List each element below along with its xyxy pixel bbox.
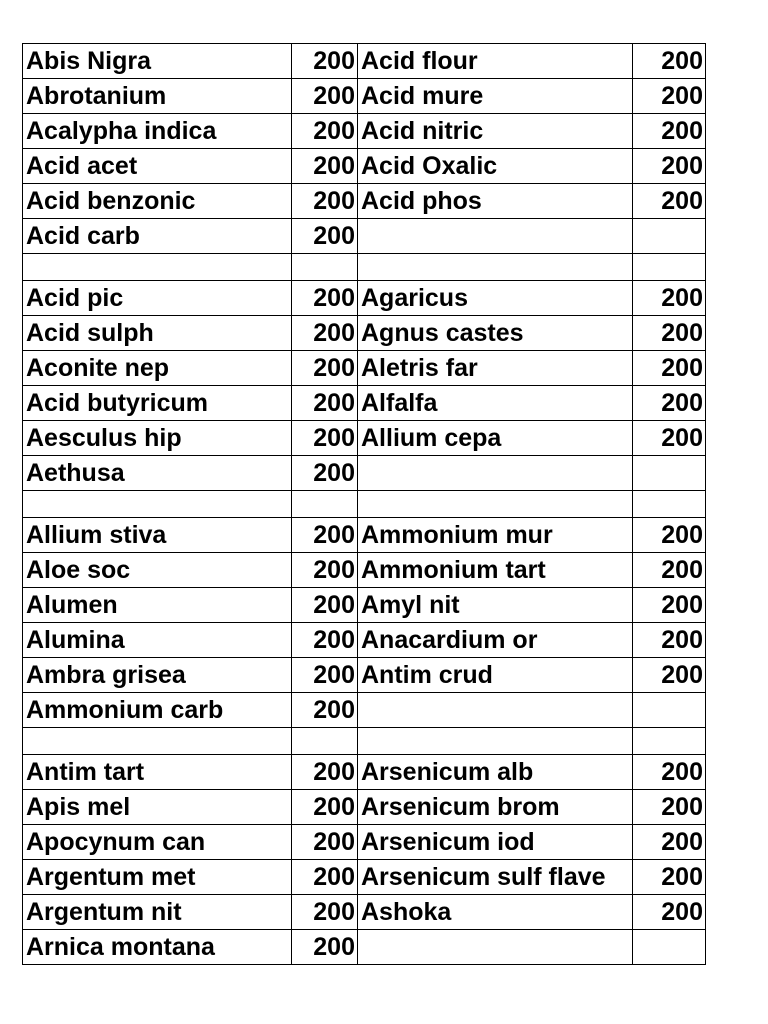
- potency-cell: 200: [292, 658, 358, 693]
- remedy-name-cell: Argentum met: [23, 860, 292, 895]
- potency-cell: 200: [292, 755, 358, 790]
- remedy-name-cell: Aloe soc: [23, 553, 292, 588]
- remedy-name-cell: Alumen: [23, 588, 292, 623]
- remedy-name-cell: [358, 456, 633, 491]
- potency-cell: 200: [633, 825, 706, 860]
- remedy-name-cell: Allium stiva: [23, 518, 292, 553]
- potency-cell: 200: [292, 790, 358, 825]
- remedy-name-cell: Ammonium carb: [23, 693, 292, 728]
- remedy-name-cell: [23, 254, 292, 281]
- potency-cell: [633, 219, 706, 254]
- potency-cell: 200: [633, 44, 706, 79]
- remedy-name-cell: [358, 693, 633, 728]
- remedy-name-cell: Acid carb: [23, 219, 292, 254]
- remedy-name-cell: [358, 219, 633, 254]
- remedy-name-cell: Argentum nit: [23, 895, 292, 930]
- potency-cell: [633, 254, 706, 281]
- remedy-name-cell: Acid sulph: [23, 316, 292, 351]
- potency-cell: 200: [292, 553, 358, 588]
- potency-cell: 200: [292, 149, 358, 184]
- table-row: [23, 149, 706, 184]
- remedy-name-cell: Acid nitric: [358, 114, 633, 149]
- remedy-table-body: [23, 44, 706, 965]
- remedy-name-cell: [358, 254, 633, 281]
- potency-cell: 200: [292, 623, 358, 658]
- remedy-name-cell: Agnus castes: [358, 316, 633, 351]
- potency-cell: 200: [292, 930, 358, 965]
- remedy-name-cell: Acid acet: [23, 149, 292, 184]
- potency-cell: 200: [292, 316, 358, 351]
- potency-cell: 200: [633, 518, 706, 553]
- remedy-name-cell: Acid benzonic: [23, 184, 292, 219]
- potency-cell: 200: [633, 421, 706, 456]
- potency-cell: 200: [633, 860, 706, 895]
- remedy-name-cell: [358, 728, 633, 755]
- table-row: [23, 728, 706, 755]
- potency-cell: 200: [633, 184, 706, 219]
- potency-cell: 200: [292, 421, 358, 456]
- table-row: [23, 930, 706, 965]
- table-row: [23, 623, 706, 658]
- table-row: [23, 184, 706, 219]
- remedy-name-cell: Antim crud: [358, 658, 633, 693]
- remedy-name-cell: Agaricus: [358, 281, 633, 316]
- remedy-name-cell: Acid phos: [358, 184, 633, 219]
- potency-cell: [633, 456, 706, 491]
- table-row: [23, 114, 706, 149]
- table-row: [23, 518, 706, 553]
- table-row: [23, 316, 706, 351]
- potency-cell: 200: [633, 588, 706, 623]
- potency-cell: 200: [633, 351, 706, 386]
- remedy-name-cell: [358, 930, 633, 965]
- potency-cell: 200: [292, 825, 358, 860]
- potency-cell: 200: [292, 44, 358, 79]
- potency-cell: 200: [633, 79, 706, 114]
- potency-cell: 200: [292, 588, 358, 623]
- potency-cell: 200: [292, 219, 358, 254]
- remedy-name-cell: Amyl nit: [358, 588, 633, 623]
- remedy-name-cell: Anacardium or: [358, 623, 633, 658]
- remedy-name-cell: Acid flour: [358, 44, 633, 79]
- table-row: [23, 825, 706, 860]
- potency-cell: 200: [633, 623, 706, 658]
- remedy-name-cell: Antim tart: [23, 755, 292, 790]
- remedy-name-cell: Aethusa: [23, 456, 292, 491]
- remedy-name-cell: Aesculus hip: [23, 421, 292, 456]
- potency-cell: 200: [633, 895, 706, 930]
- table-row: [23, 895, 706, 930]
- potency-cell: 200: [292, 79, 358, 114]
- remedy-name-cell: Ashoka: [358, 895, 633, 930]
- table-row: [23, 386, 706, 421]
- remedy-name-cell: Arnica montana: [23, 930, 292, 965]
- remedy-name-cell: Arsenicum alb: [358, 755, 633, 790]
- potency-cell: 200: [292, 860, 358, 895]
- potency-cell: [633, 693, 706, 728]
- potency-cell: [292, 491, 358, 518]
- potency-cell: [292, 254, 358, 281]
- remedy-name-cell: Aletris far: [358, 351, 633, 386]
- remedy-table: [22, 43, 706, 965]
- table-row: [23, 553, 706, 588]
- remedy-name-cell: Arsenicum iod: [358, 825, 633, 860]
- remedy-name-cell: Alfalfa: [358, 386, 633, 421]
- potency-cell: 200: [292, 518, 358, 553]
- potency-cell: 200: [633, 790, 706, 825]
- potency-cell: 200: [633, 755, 706, 790]
- remedy-name-cell: Allium cepa: [358, 421, 633, 456]
- remedy-name-cell: Acid butyricum: [23, 386, 292, 421]
- potency-cell: 200: [292, 456, 358, 491]
- table-row: [23, 693, 706, 728]
- remedy-name-cell: Alumina: [23, 623, 292, 658]
- remedy-name-cell: Arsenicum sulf flave: [358, 860, 633, 895]
- remedy-name-cell: Ammonium tart: [358, 553, 633, 588]
- remedy-name-cell: Acalypha indica: [23, 114, 292, 149]
- table-row: [23, 790, 706, 825]
- table-row: [23, 860, 706, 895]
- potency-cell: 200: [633, 553, 706, 588]
- remedy-name-cell: [23, 491, 292, 518]
- potency-cell: 200: [633, 386, 706, 421]
- table-row: [23, 421, 706, 456]
- potency-cell: 200: [292, 895, 358, 930]
- remedy-name-cell: [358, 491, 633, 518]
- potency-cell: 200: [292, 386, 358, 421]
- potency-cell: 200: [292, 351, 358, 386]
- remedy-name-cell: Acid pic: [23, 281, 292, 316]
- potency-cell: 200: [292, 114, 358, 149]
- potency-cell: 200: [633, 316, 706, 351]
- table-row: [23, 755, 706, 790]
- table-row: [23, 254, 706, 281]
- potency-cell: [633, 491, 706, 518]
- table-row: [23, 281, 706, 316]
- table-row: [23, 491, 706, 518]
- remedy-name-cell: Apis mel: [23, 790, 292, 825]
- remedy-name-cell: Abis Nigra: [23, 44, 292, 79]
- potency-cell: 200: [633, 281, 706, 316]
- potency-cell: 200: [633, 114, 706, 149]
- table-row: [23, 79, 706, 114]
- potency-cell: [633, 728, 706, 755]
- remedy-name-cell: Apocynum can: [23, 825, 292, 860]
- potency-cell: 200: [633, 149, 706, 184]
- potency-cell: 200: [292, 184, 358, 219]
- table-row: [23, 219, 706, 254]
- remedy-name-cell: Arsenicum brom: [358, 790, 633, 825]
- remedy-name-cell: Acid mure: [358, 79, 633, 114]
- table-row: [23, 658, 706, 693]
- potency-cell: [633, 930, 706, 965]
- table-row: [23, 351, 706, 386]
- table-row: [23, 44, 706, 79]
- potency-cell: 200: [633, 658, 706, 693]
- remedy-name-cell: Aconite nep: [23, 351, 292, 386]
- potency-cell: 200: [292, 281, 358, 316]
- potency-cell: [292, 728, 358, 755]
- remedy-name-cell: [23, 728, 292, 755]
- remedy-name-cell: Acid Oxalic: [358, 149, 633, 184]
- potency-cell: 200: [292, 693, 358, 728]
- table-row: [23, 588, 706, 623]
- remedy-name-cell: Ammonium mur: [358, 518, 633, 553]
- table-row: [23, 456, 706, 491]
- remedy-name-cell: Abrotanium: [23, 79, 292, 114]
- remedy-name-cell: Ambra grisea: [23, 658, 292, 693]
